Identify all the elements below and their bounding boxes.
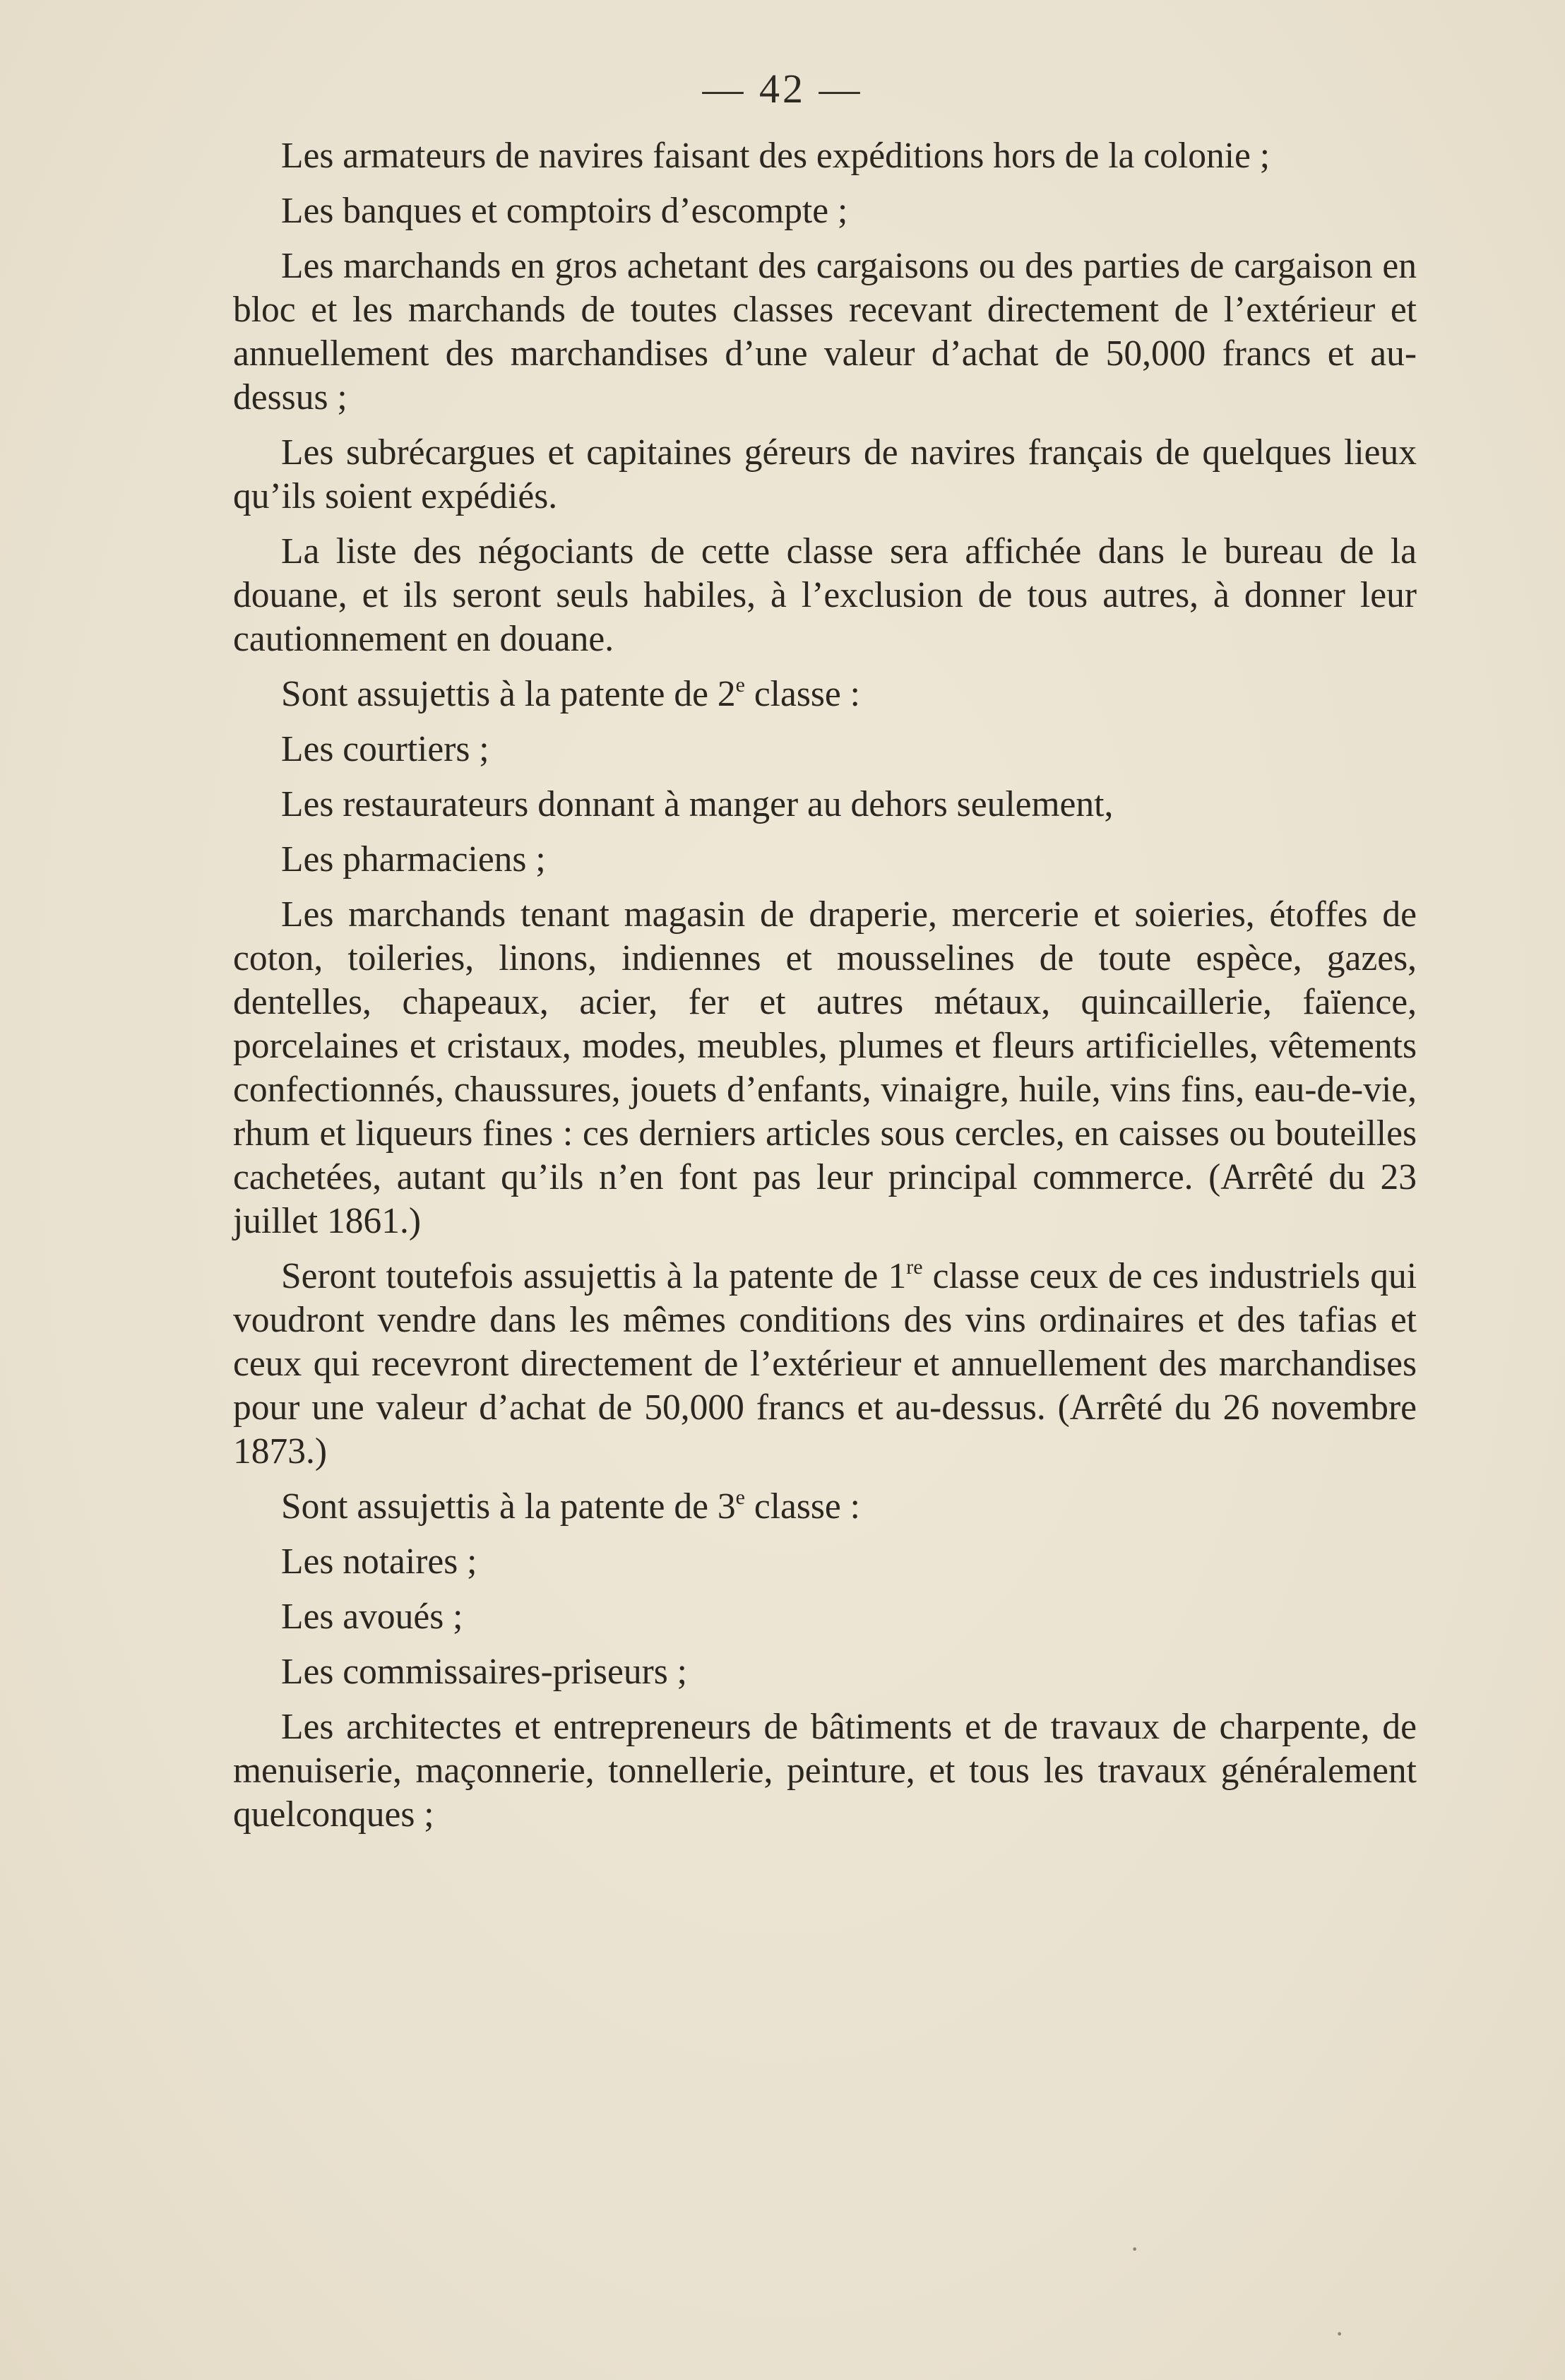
paragraph-text: classe : (744, 1486, 860, 1527)
paragraph: Les banques et comptoirs d’escompte ; (281, 191, 848, 231)
paper-speck: · (1335, 2318, 1345, 2350)
paragraph: La liste des négociants de cette classe sera affichée dans le bureau de la douane, et ils seront seuls habiles, à l’exclusion de tous autres, à donner leur cautionnement en douane. (233, 531, 1417, 659)
paragraph: Les courtiers ; (281, 729, 489, 769)
paragraph: Les architectes et entrepreneurs de bâtiments et de travaux de charpente, de menuiserie, maçonnerie, tonnellerie, peinture, et tous les travaux généralement quelconques ; (233, 1707, 1417, 1835)
paragraph: Les marchands tenant magasin de draperie, mercerie et soieries, étoffes de coton, toileries, linons, indiennes et mousselines de toute espèce, gazes, dentelles, chapeaux, acier, fer et autres métaux, quincaillerie, faïence, porcelaines et cristaux, modes, meubles, plumes et fleurs artificielles, vêtements confectionnés, chaussures, jouets d’enfants, vinaigre, huile, vins fins, eau-de-vie, rhum et liqueurs fines : ces derniers articles sous cercles, en caisses ou bouteilles cachetées, autant qu’ils n’en font pas leur principal commerce. (Arrêté du 23 juillet 1861.) (233, 894, 1417, 1241)
paragraph-text: Seront toutefois assujettis à la patente de 1 (281, 1256, 907, 1296)
paragraph: Les restaurateurs donnant à manger au dehors seulement, (281, 784, 1114, 824)
paragraph: Les avoués ; (281, 1597, 463, 1637)
paragraph: Les pharmaciens ; (281, 839, 546, 880)
superscript: e (735, 1486, 745, 1509)
paragraph (233, 673, 1417, 716)
paragraph (233, 1485, 1417, 1529)
paragraph: Les marchands en gros achetant des cargaisons ou des parties de cargaison en bloc et les marchands de toutes classes recevant directement de l’extérieur et annuellement des marchandises d’une valeur d’achat de 50,000 francs et au-dessus ; (233, 246, 1417, 418)
paragraph-text: Sont assujettis à la patente de 3 (281, 1486, 736, 1527)
superscript: re (906, 1255, 923, 1279)
paragraph (233, 1255, 1417, 1474)
paragraph-text: classe ceux de ces industriels qui voudront vendre dans les mêmes conditions des vins ordinaires et des tafias et ceux qui recevront directement de l’extérieur et annuellement des marchandises pour une valeur d’achat de 50,000 francs et au-dessus. (Arrêté du 26 novembre 1873.) (233, 1256, 1417, 1472)
paragraph: Les commissaires-priseurs ; (281, 1652, 687, 1692)
paragraph-text: Sont assujettis à la patente de 2 (281, 674, 736, 714)
body-text (233, 134, 1417, 1848)
paper-speck: · (1130, 2233, 1140, 2265)
page-number: — 42 — (702, 66, 863, 112)
paragraph: Les subrécargues et capitaines géreurs de navires français de quelques lieux qu’ils soient expédiés. (233, 432, 1417, 516)
paragraph: Les notaires ; (281, 1541, 477, 1582)
superscript: e (735, 673, 745, 697)
paragraph-text: classe : (744, 674, 860, 714)
paragraph: Les armateurs de navires faisant des expéditions hors de la colonie ; (281, 136, 1271, 176)
